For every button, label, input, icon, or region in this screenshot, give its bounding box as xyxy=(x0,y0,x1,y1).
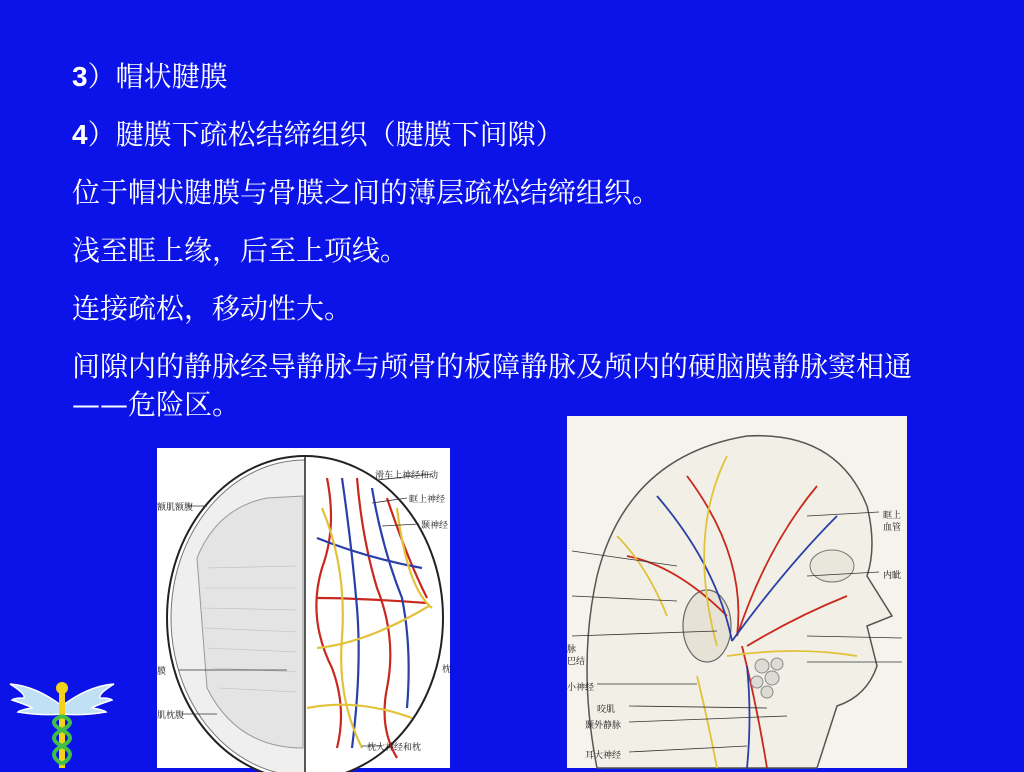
label-lesser-nerve: 小神经 xyxy=(567,683,595,693)
line-4: 浅至眶上缘，后至上项线。 xyxy=(72,234,409,267)
line-3: 位于帽状腱膜与骨膜之间的薄层疏松结缔组织。 xyxy=(72,176,661,209)
slide-text xyxy=(72,58,912,424)
head-lateral-view-drawing xyxy=(567,416,907,768)
line-1: 3）帽状腱膜 xyxy=(72,60,228,93)
label-supraorbital-vessels: 眶上 xyxy=(883,511,902,521)
scalp-top-view-drawing xyxy=(157,448,450,768)
label-vein: 脉 xyxy=(567,645,577,655)
label-supraorbital: 眶上神经 xyxy=(409,495,446,505)
line-2: 4）腱膜下疏松结缔组织（腱膜下间隙） xyxy=(72,118,564,151)
label-supratrochlear: 滑车上神经和动 xyxy=(375,471,439,481)
label-medial-canthus: 内眦 xyxy=(883,571,902,581)
label-temporal: 颞神经 xyxy=(421,521,449,531)
label-occipitalis: 肌枕腹 xyxy=(157,711,185,721)
label-masseter: 咬肌 xyxy=(597,705,616,715)
scalp-top-view-figure xyxy=(157,448,450,768)
label-occipital: 枕 xyxy=(442,665,452,675)
label-external-jugular: 颞外静脉 xyxy=(585,721,622,731)
caduceus-icon xyxy=(6,676,118,768)
label-frontalis: 额肌额腹 xyxy=(157,503,194,513)
label-vessels: 血管 xyxy=(883,523,902,533)
head-lateral-view-figure xyxy=(567,416,907,768)
label-lymph-node: 巴结 xyxy=(567,657,586,667)
label-galea: 膜 xyxy=(157,667,167,677)
label-great-auricular: 耳大神经 xyxy=(585,751,622,761)
label-greater-occipital: 枕大神经和枕 xyxy=(367,743,422,753)
line-5: 连接疏松，移动性大。 xyxy=(72,292,353,325)
line-6: 间隙内的静脉经导静脉与颅骨的板障静脉及颅内的硬脑膜静脉窦相通——危险区。 xyxy=(72,350,913,421)
